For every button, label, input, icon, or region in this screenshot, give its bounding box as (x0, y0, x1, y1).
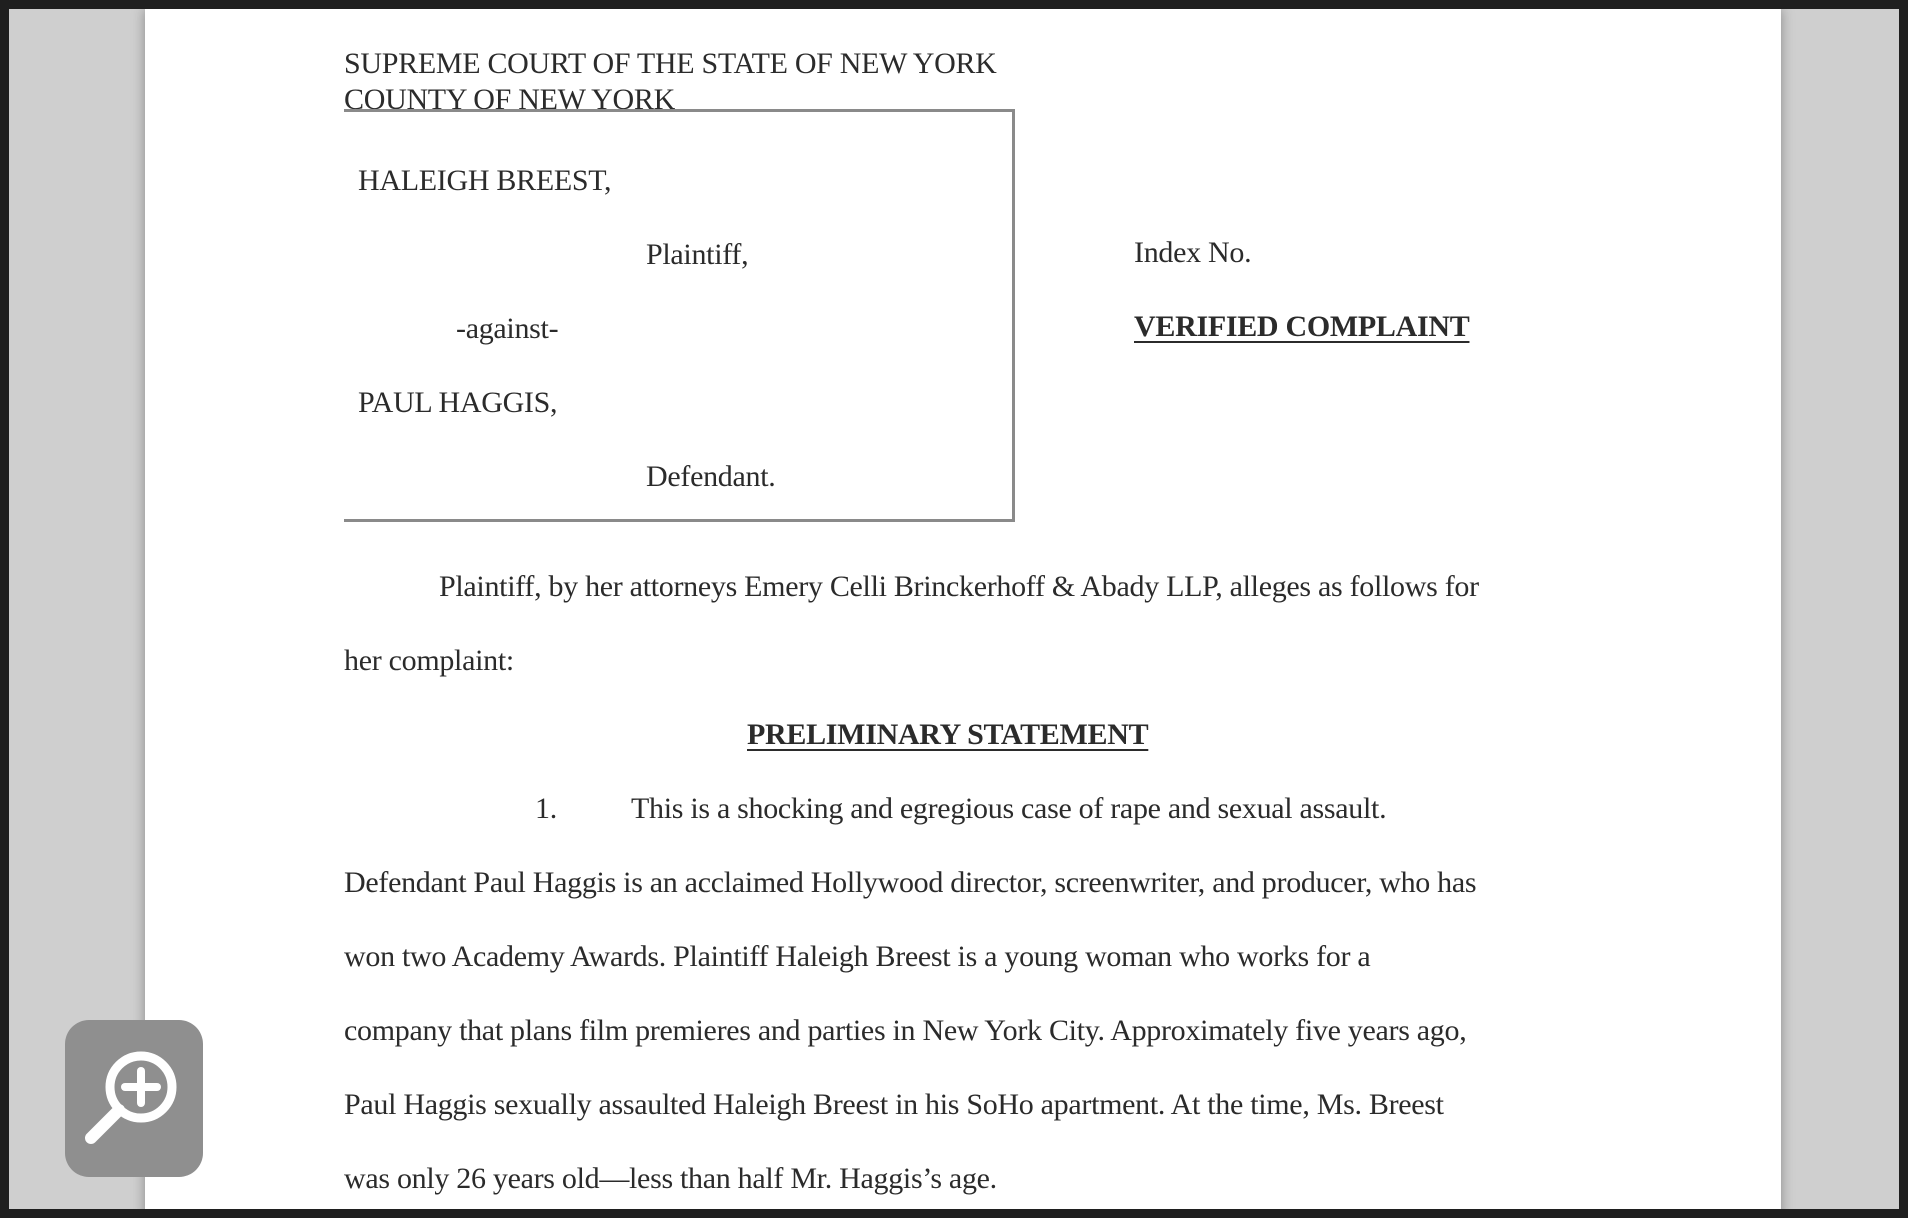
paragraph-number: 1. (535, 792, 557, 825)
intro-line-2: her complaint: (344, 644, 514, 677)
document-page (145, 9, 1781, 1218)
against-label: -against- (456, 312, 559, 345)
paragraph-line: was only 26 years old—less than half Mr. Haggis’s age. (344, 1162, 997, 1195)
defendant-role: Defendant. (646, 460, 776, 493)
section-heading: PRELIMINARY STATEMENT (747, 718, 1149, 751)
paragraph-line: company that plans film premieres and parties in New York City. Approximately five years ago, (344, 1014, 1467, 1047)
county-name: COUNTY OF NEW YORK (344, 83, 675, 116)
paragraph-line: Paul Haggis sexually assaulted Haleigh Breest in his SoHo apartment. At the time, Ms. Breest (344, 1088, 1444, 1121)
zoom-in-icon (79, 1042, 189, 1152)
paragraph-line: This is a shocking and egregious case of rape and sexual assault. (631, 792, 1387, 825)
plaintiff-role: Plaintiff, (646, 238, 749, 271)
document-title: VERIFIED COMPLAINT (1134, 310, 1470, 343)
paragraph-line: won two Academy Awards. Plaintiff Haleigh Breest is a young woman who works for a (344, 940, 1371, 973)
defendant-name: PAUL HAGGIS, (358, 386, 558, 419)
intro-line-1: Plaintiff, by her attorneys Emery Celli Brinckerhoff & Abady LLP, alleges as follows for (439, 570, 1479, 603)
paragraph-line: Defendant Paul Haggis is an acclaimed Hollywood director, screenwriter, and producer, who has (344, 866, 1477, 899)
zoom-in-button[interactable] (65, 1020, 203, 1177)
court-name: SUPREME COURT OF THE STATE OF NEW YORK (344, 47, 997, 80)
case-caption-box (344, 109, 1015, 522)
index-number-label: Index No. (1134, 236, 1252, 269)
plaintiff-name: HALEIGH BREEST, (358, 164, 612, 197)
